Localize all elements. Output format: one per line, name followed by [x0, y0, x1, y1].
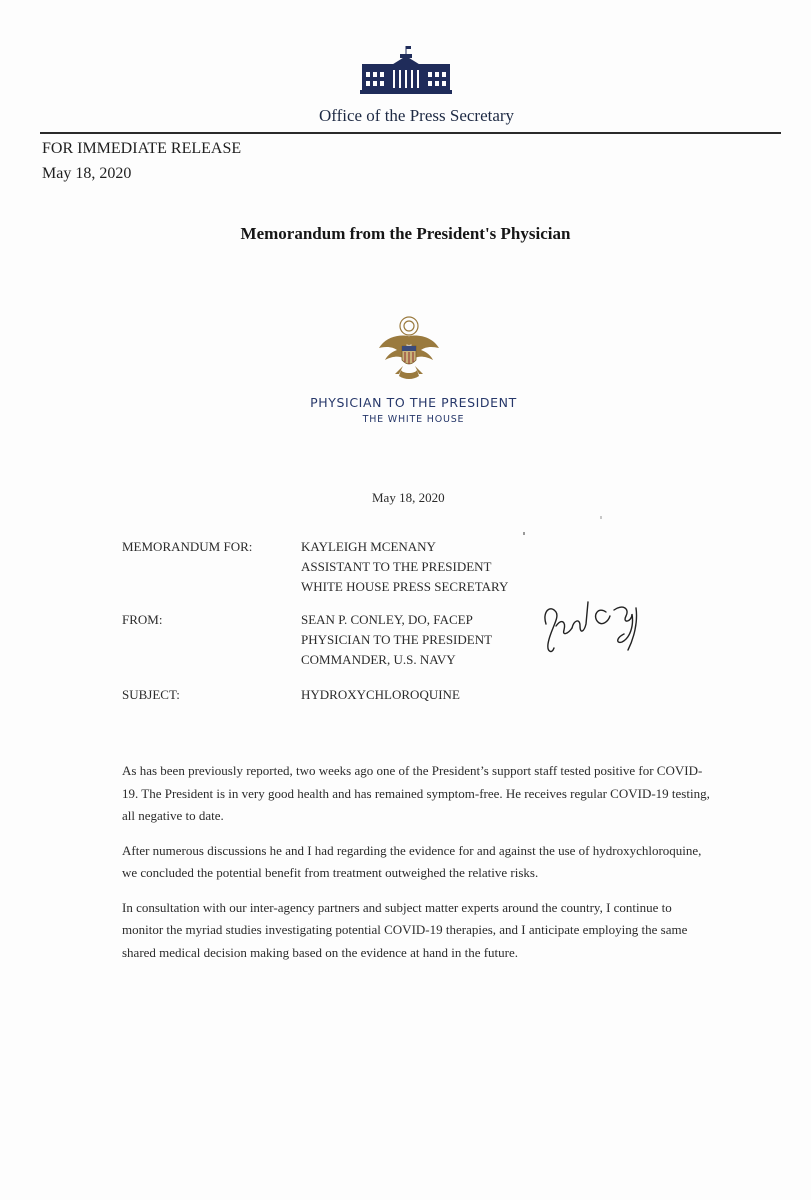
body-paragraph: As has been previously reported, two weeks ago one of the President’s support staff tested positive for COVID-19. The President is in very good health and has remained symptom-free. He receives regular COVID-19 testing, all negative to date. [122, 763, 710, 823]
body-paragraph: After numerous discussions he and I had regarding the evidence for and against the use of hydroxychloroquine, we concluded the potential benefit from treatment outweighed the relative risks. [122, 842, 702, 880]
memo-subject-label: SUBJECT: [122, 687, 180, 702]
memo-from-value [301, 610, 492, 670]
page-title: Memorandum from the President's Physician [240, 224, 571, 243]
memo-from-line: COMMANDER, U.S. NAVY [301, 652, 456, 667]
body-paragraph: In consultation with our inter-agency partners and subject matter experts around the country, I continue to monitor the myriad studies investigating potential COVID-19 therapies, and I anticipate employing the same shared medical decision making based on the evidence at hand in the future. [122, 899, 688, 960]
office-name: Office of the Press Secretary [318, 106, 515, 125]
memo-subject-value: HYDROXYCHLOROQUINE [301, 687, 460, 702]
memo-body [122, 760, 712, 976]
memo-for-line: KAYLEIGH MCENANY [301, 539, 436, 554]
memo-for-line: ASSISTANT TO THE PRESIDENT [301, 559, 492, 574]
scan-speck [523, 532, 525, 535]
memo-from-label: FROM: [122, 612, 163, 627]
signature [536, 582, 646, 658]
memo-for-label: MEMORANDUM FOR: [122, 539, 253, 554]
release-info [42, 136, 241, 186]
memo-for-value [301, 537, 508, 597]
memo-from-line: SEAN P. CONLEY, DO, FACEP [301, 612, 473, 627]
header-divider [40, 132, 781, 134]
scan-speck [600, 516, 602, 519]
white-house-logo-icon [360, 44, 452, 96]
memo-for-line: WHITE HOUSE PRESS SECRETARY [301, 579, 509, 594]
release-label: FOR IMMEDIATE RELEASE [42, 140, 242, 157]
release-date: May 18, 2020 [42, 165, 132, 182]
letterhead-subtitle: THE WHITE HOUSE [362, 414, 465, 425]
letterhead-title: PHYSICIAN TO THE PRESIDENT [310, 395, 517, 410]
memo-from-line: PHYSICIAN TO THE PRESIDENT [301, 632, 493, 647]
memo-date: May 18, 2020 [372, 490, 445, 505]
eagle-seal-icon [377, 314, 441, 382]
